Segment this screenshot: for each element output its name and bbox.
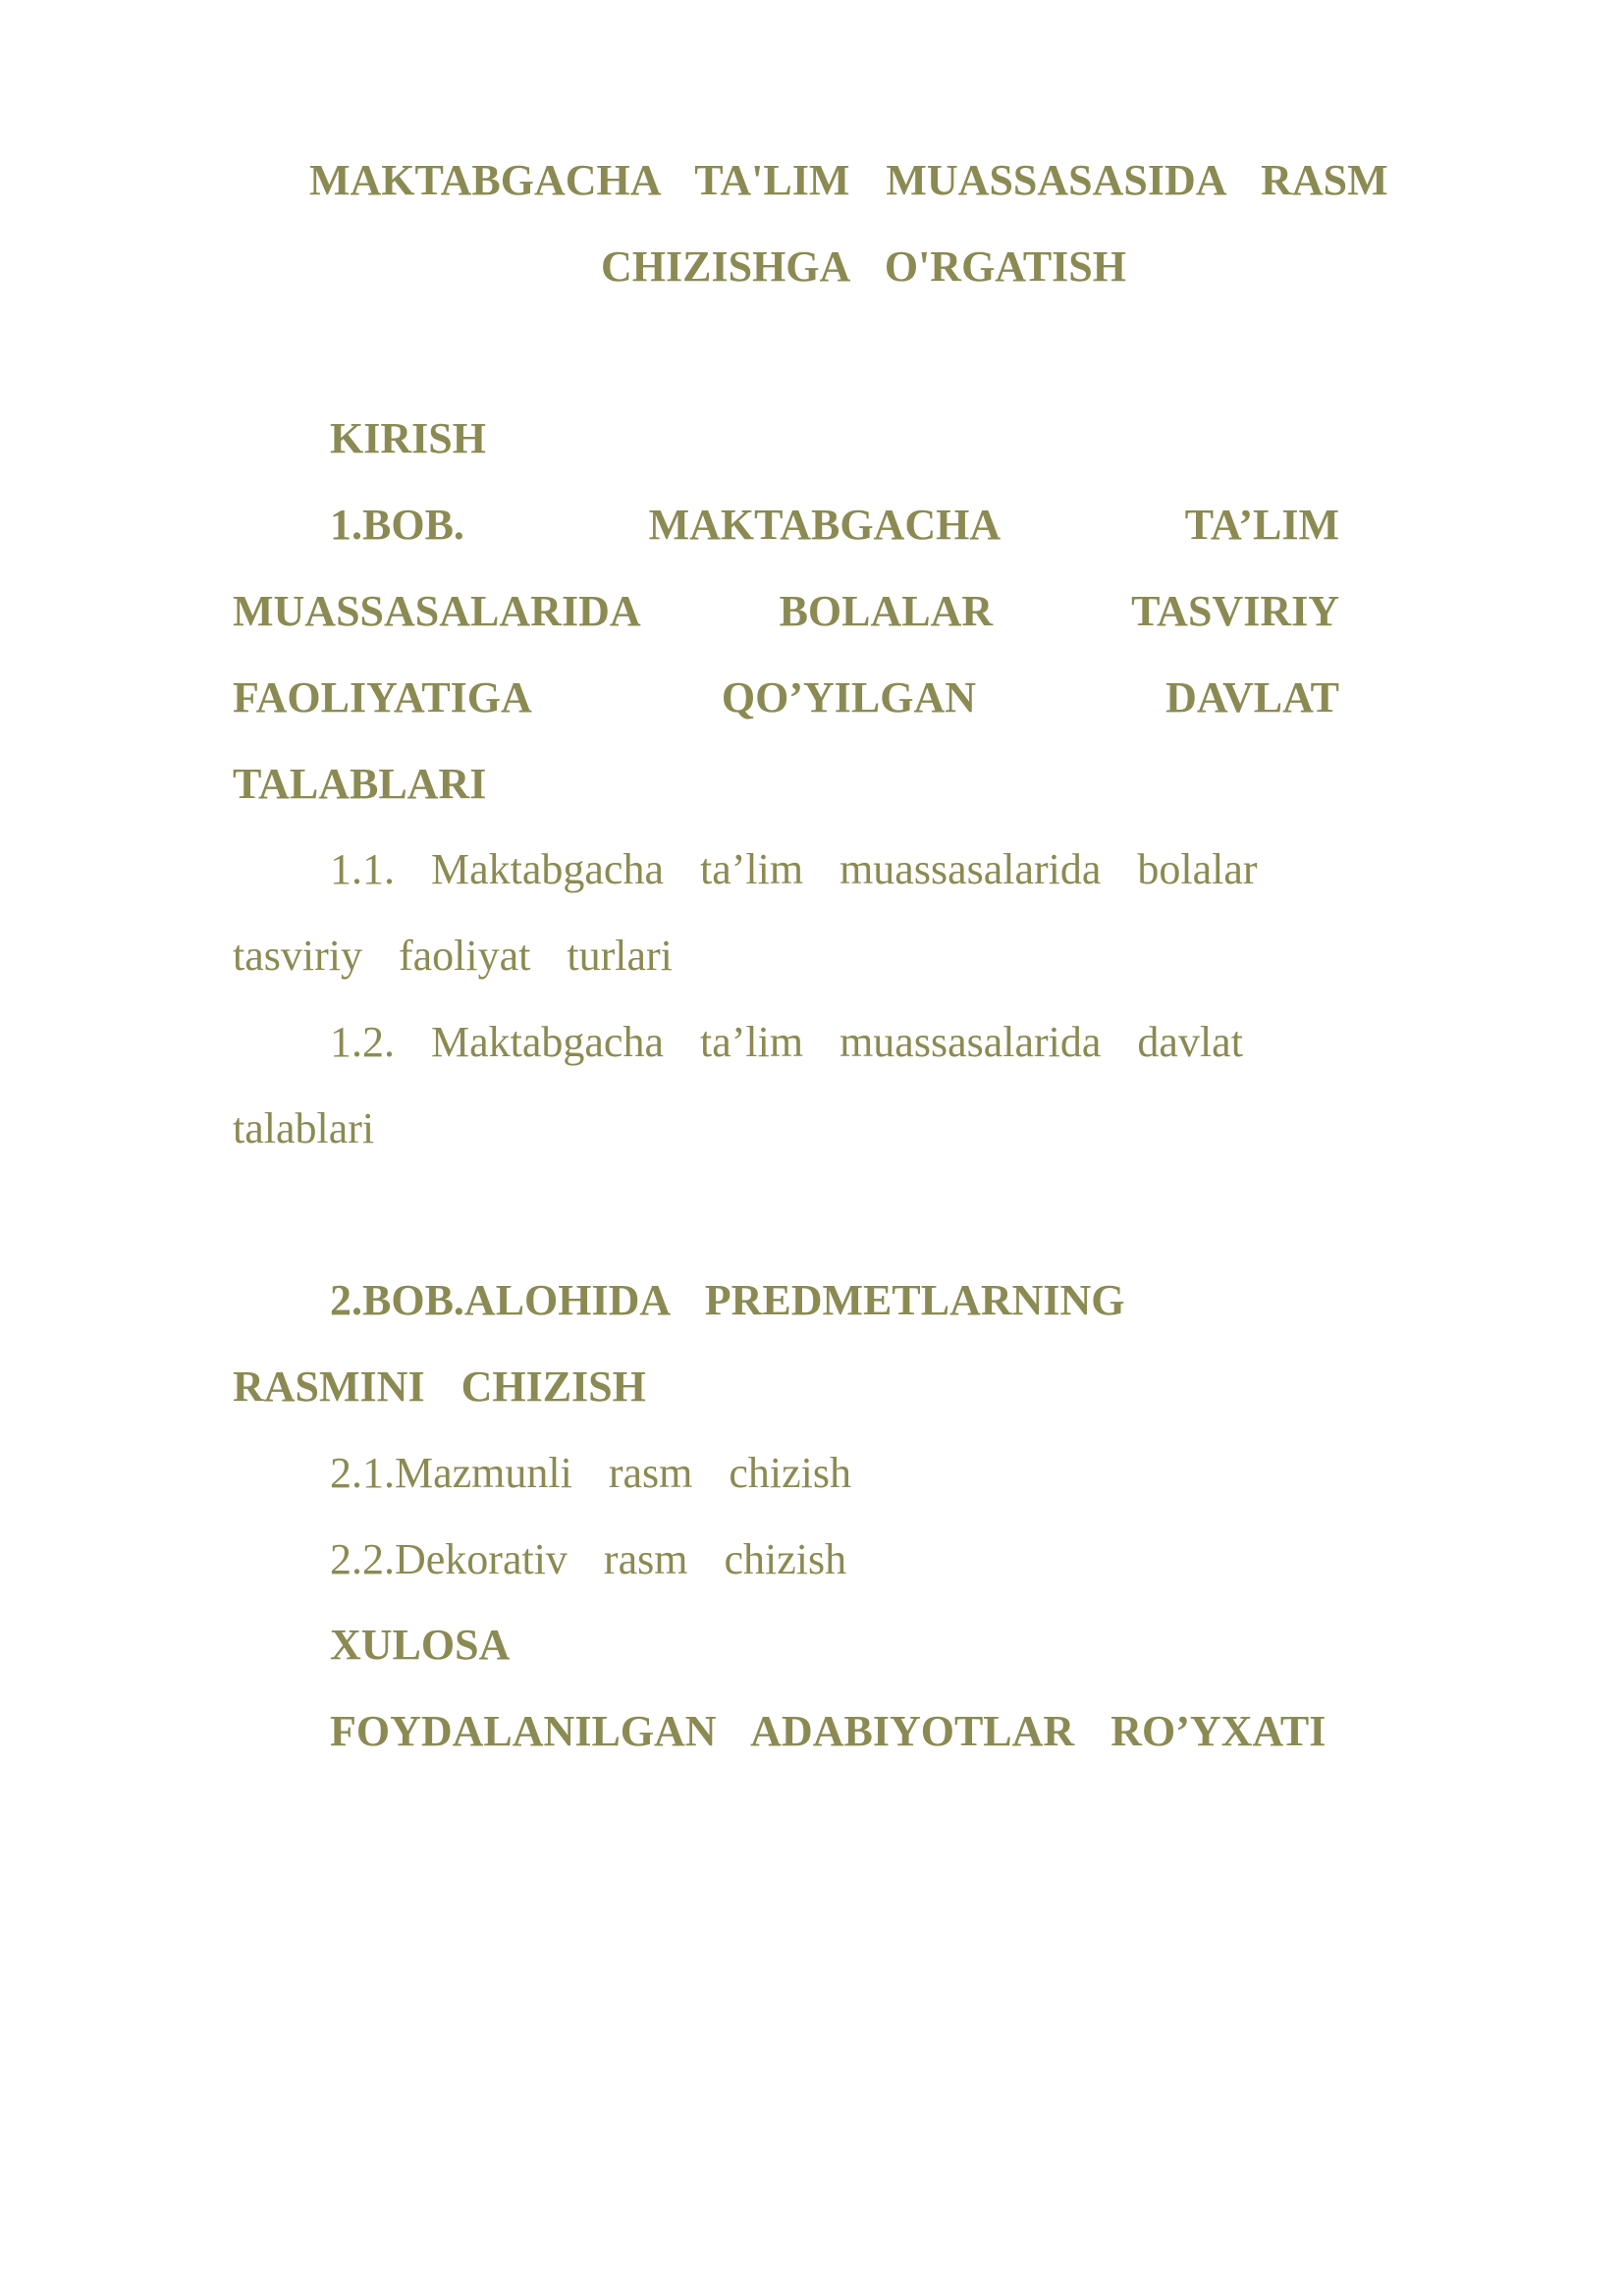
- toc-chapter-1-line-3: [233, 673, 1339, 721]
- toc-chapter-1-word: TASVIRIY: [1131, 587, 1339, 635]
- toc-intro: KIRISH: [330, 414, 486, 462]
- toc-chapter-1-word: 1.BOB.: [330, 501, 464, 549]
- document-title-line-1: MAKTABGACHA TA'LIM MUASSASASIDA RASM: [309, 156, 1388, 204]
- toc-section-2-1: 2.1.Mazmunli rasm chizish: [330, 1449, 852, 1497]
- toc-section-1-1-line-1: 1.1. Maktabgacha ta’lim muassasalarida bolalar: [330, 845, 1258, 893]
- toc-chapter-1-line-2: [233, 587, 1339, 635]
- toc-chapter-1-word: MAKTABGACHA: [648, 501, 1001, 549]
- toc-chapter-1-word: MUASSASALARIDA: [233, 587, 641, 635]
- toc-chapter-1-word: BOLALAR: [779, 587, 994, 635]
- toc-chapter-1-word: FAOLIYATIGA: [233, 673, 532, 721]
- toc-conclusion: XULOSA: [330, 1621, 511, 1669]
- toc-chapter-1-word: TA’LIM: [1184, 501, 1339, 549]
- toc-section-1-1-line-2: tasviriy faoliyat turlari: [233, 932, 673, 980]
- toc-chapter-1-line-4: TALABLARI: [233, 760, 487, 808]
- toc-section-1-2-line-2: talablari: [233, 1104, 375, 1152]
- toc-chapter-2-line-2: RASMINI CHIZISH: [233, 1362, 646, 1411]
- toc-references: FOYDALANILGAN ADABIYOTLAR RO’YXATI: [330, 1707, 1326, 1755]
- toc-section-2-2: 2.2.Dekorativ rasm chizish: [330, 1535, 847, 1583]
- toc-chapter-1-word: QO’YILGAN: [721, 673, 977, 721]
- document-title-line-2: CHIZISHGA O'RGATISH: [601, 242, 1126, 291]
- toc-chapter-1-word: DAVLAT: [1165, 673, 1339, 721]
- toc-chapter-2-line-1: 2.BOB.ALOHIDA PREDMETLARNING: [330, 1276, 1125, 1324]
- toc-section-1-2-line-1: 1.2. Maktabgacha ta’lim muassasalarida davlat: [330, 1018, 1243, 1066]
- toc-chapter-1-line-1: [330, 501, 1339, 549]
